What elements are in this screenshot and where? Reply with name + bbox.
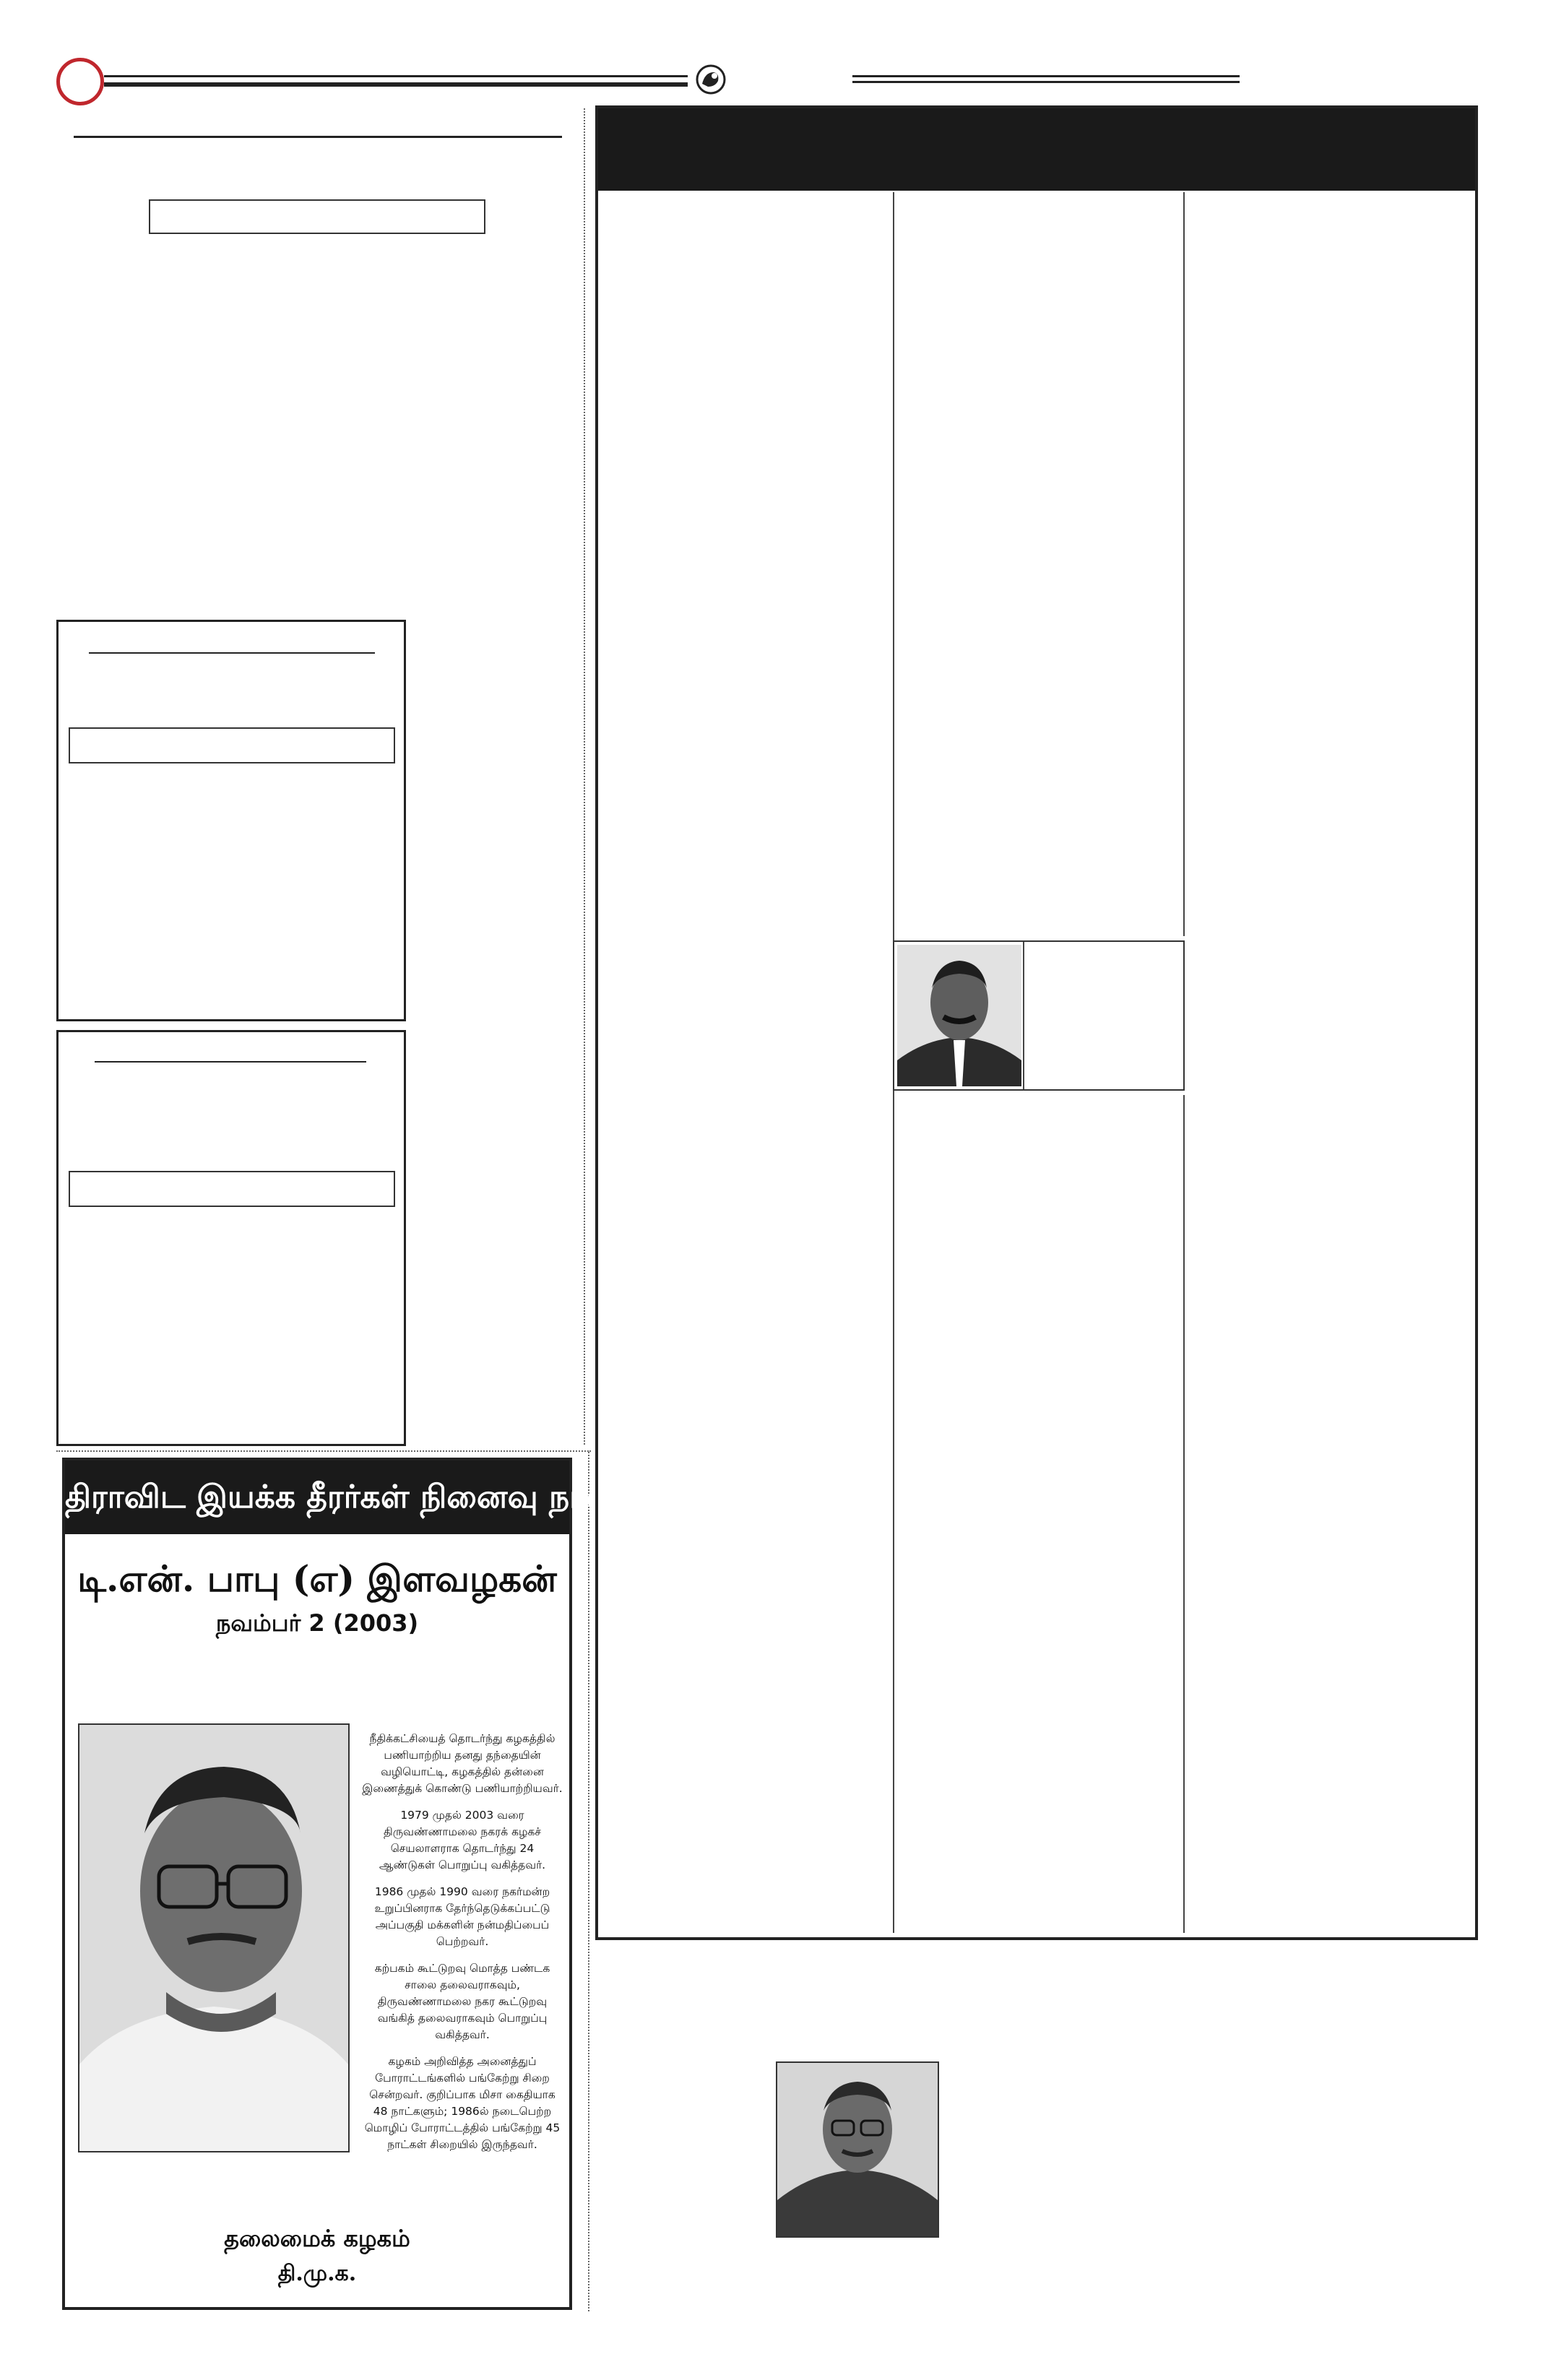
masthead-rule-right-bottom (852, 81, 1240, 83)
masthead-rule-right-top (852, 75, 1240, 77)
boxed-article-2-rule (95, 1061, 366, 1063)
column-divider-top (584, 108, 585, 1445)
tribute-bio-para-3: 1986 முதல் 1990 வரை நகர்மன்ற உறுப்பினராக தேர்ந்தெடுக்கப்பட்டு அப்பகுதி மக்களின் நன்மதிப்பைப் பெற்றவர். (374, 1885, 550, 1948)
masthead-rule-left-top (104, 75, 688, 77)
tribute-signature-line-1: தலைமைக் கழகம் (224, 2225, 410, 2252)
boxed-article-1-subhead-box (69, 727, 395, 763)
tribute-bio-para-1: நீதிக்கட்சியைத் தொடர்ந்து கழகத்தில் பணியாற்றிய தனது தந்தையின் வழியொட்டி, கழகத்தில் தன்னை இணைத்துக் கொண்டு பணியாற்றியவர். (362, 1732, 563, 1795)
tribute-bio-para-4: கற்பகம் கூட்டுறவு மொத்த பண்டக சாலை தலைவராகவும், திருவண்ணாமலை நகர கூட்டுறவு வங்கித் தலைவராகவும் பொறுப்பு வகித்தவர். (374, 1962, 550, 2041)
boxed-article-2 (56, 1030, 406, 1446)
column-divider-bottom (588, 1452, 589, 2311)
left-article-subhead-box (149, 199, 485, 234)
feature-header-banner (598, 108, 1475, 191)
boxed-article-1-rule (89, 652, 375, 654)
feature-box (595, 105, 1478, 1940)
feature-inset-frame (893, 940, 1185, 1091)
tribute-bio-para-2: 1979 முதல் 2003 வரை திருவண்ணாமலை நகரக் கழகச் செயலாளராக தொடர்ந்து 24 ஆண்டுகள் பொறுப்பு வகித்தவர். (379, 1809, 546, 1871)
feature-col-divider-2b (1183, 1095, 1185, 1933)
tribute-signature-line-2: தி.மு.க. (277, 2261, 357, 2286)
tribute-name: டி.என். பாபு (எ) இளவழகன் (77, 1557, 557, 1600)
boxed-article-1 (56, 620, 406, 1021)
bottom-right-portrait (776, 2061, 939, 2238)
tribute-date: நவம்பர் 2 (2003) (215, 1609, 419, 1637)
masthead-rule-left-bottom (104, 82, 688, 87)
tribute-box (62, 1458, 615, 2310)
feature-col-divider-2a (1183, 192, 1185, 936)
boxed-article-2-subhead-box (69, 1171, 395, 1207)
feature-inset-portrait (897, 945, 1021, 1086)
left-article-rule (74, 136, 562, 138)
section-divider-horizontal (56, 1450, 591, 1452)
tribute-heading: திராவிட இயக்க தீரர்கள் நினைவு நாள் (65, 1479, 615, 1515)
tribute-heading-banner (65, 1461, 615, 1534)
tribute-bio (361, 1731, 563, 2163)
page-number-circle-icon (56, 58, 104, 105)
feature-inset-divider (1023, 942, 1024, 1089)
rising-sun-emblem-icon (695, 64, 727, 95)
tribute-portrait (78, 1723, 350, 2152)
tribute-bio-para-5: கழகம் அறிவித்த அனைத்துப் போராட்டங்களில் பங்கேற்று சிறை சென்றவர். குறிப்பாக மிசா கைதியாக 48 நாட்களும்; 1986ல் நடைபெற்ற மொழிப் போராட்டத்தில் பங்கேற்று 45 நாட்கள் சிறையில் இருந்தவர். (364, 2055, 561, 2151)
